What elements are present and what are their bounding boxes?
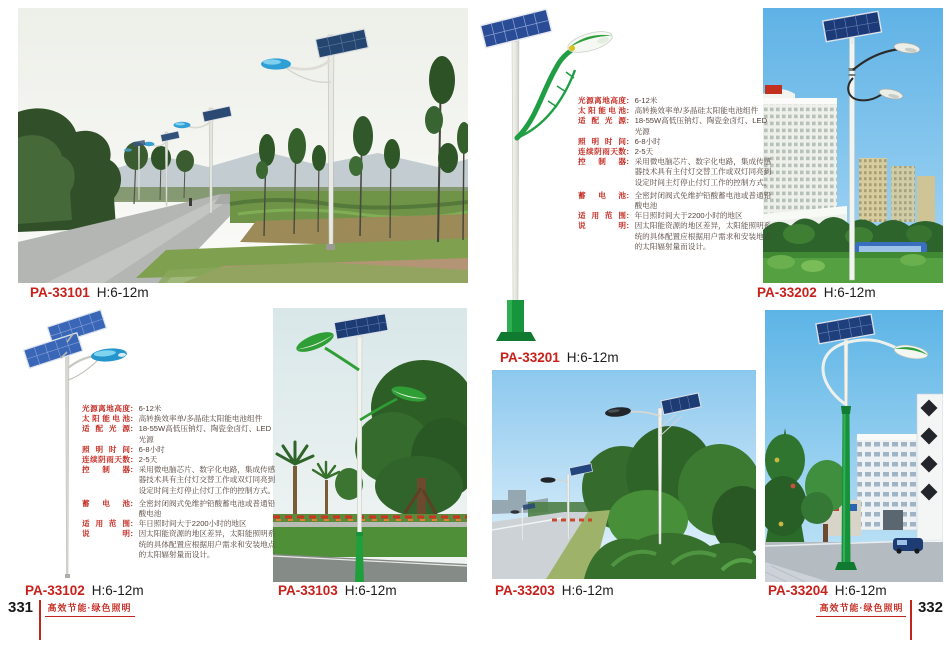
product-label-pa33204 — [768, 583, 887, 598]
street-scene-illustration — [765, 310, 943, 582]
spec-separator: ： — [130, 404, 138, 413]
spec-separator: ： — [130, 519, 138, 529]
pole-base — [496, 300, 536, 341]
pole-base — [326, 244, 335, 250]
page-number-right: 332 — [917, 599, 943, 616]
spec-label: 蓄电池 — [578, 190, 626, 200]
spec-row — [82, 414, 278, 424]
spec-value: 年日照时间大于2200小时的地区 — [634, 211, 743, 221]
spec-label: 照明时间 — [578, 136, 626, 146]
spec-value: 2-5天 — [634, 147, 654, 157]
pole — [328, 35, 334, 246]
spec-separator: ： — [626, 147, 634, 157]
spec-row — [82, 465, 278, 496]
spec-row — [578, 106, 774, 116]
lamp-arm — [517, 45, 583, 138]
spec-separator: ： — [130, 444, 138, 454]
spec-separator: ： — [130, 424, 138, 434]
product-label-pa33101 — [30, 285, 149, 300]
spec-value: 全密封闭阀式免维护铅酸蓄电池或普通铅酸电池 — [634, 190, 772, 211]
product-height: H:6-12m — [344, 583, 397, 598]
lamp-head — [566, 27, 615, 56]
product-code: PA-33201 — [500, 350, 560, 365]
product-label-pa33103 — [278, 583, 397, 598]
footer-left — [8, 600, 135, 640]
spec-separator: ： — [626, 136, 634, 146]
spec-row — [82, 499, 278, 519]
product-height: H:6-12m — [834, 583, 887, 598]
bush — [801, 260, 825, 272]
spec-separator: ： — [626, 96, 634, 105]
spec-label: 太阳能电池 — [82, 414, 130, 424]
photo-pa33101 — [18, 8, 468, 283]
spec-row — [578, 221, 774, 252]
product-height: H:6-12m — [91, 583, 144, 598]
footer-slogan: 高效节能·绿色照明 — [816, 602, 906, 617]
lawn — [273, 527, 467, 557]
spec-separator: ： — [626, 211, 634, 221]
spec-label: 说明 — [578, 221, 626, 231]
spec-value: 6-12米 — [634, 96, 658, 105]
spec-value: 年日照时间大于2200小时的地区 — [138, 519, 247, 529]
footer-divider — [39, 600, 41, 640]
spec-value: 2-5天 — [138, 455, 158, 465]
office-building — [857, 434, 925, 530]
spec-label: 连续阴雨天数 — [578, 147, 626, 157]
spec-value: 采用微电脑芯片、数字化电路，集成传感器技术具有主付灯交替工作或双灯同亮到设定时间主灯停止付灯工作的控制方式。 — [138, 465, 276, 495]
lamp-head — [91, 347, 128, 363]
product-label-pa33202 — [757, 285, 876, 300]
spec-value: 18-55W高低压钠灯、陶瓷金卤灯、LED光源 — [138, 424, 272, 444]
spec-value: 全密封闭阀式免维护铅酸蓄电池或普通铅酸电池 — [138, 498, 276, 519]
product-label-pa33102 — [25, 583, 144, 598]
spec-separator: ： — [626, 106, 634, 116]
photo-pa33103 — [273, 308, 467, 582]
spec-label: 蓄电池 — [82, 498, 130, 508]
footer-right — [816, 600, 943, 640]
pole — [66, 352, 70, 576]
pole-collar — [841, 406, 851, 414]
product-code: PA-33204 — [768, 583, 828, 598]
spec-row — [82, 455, 278, 465]
spec-value: 6-8小时 — [634, 136, 661, 146]
product-height: H:6-12m — [823, 285, 876, 300]
spec-value: 因太阳能资源的地区差异，太阳能照明系统的具体配置应根据用户需求和安装地点的太阳辐射量而设计。 — [634, 221, 772, 251]
spec-value: 高转换效率单/多晶硅太阳能电池组件 — [634, 106, 759, 116]
spec-row — [82, 519, 278, 529]
product-code: PA-33103 — [278, 583, 338, 598]
city-scene-illustration — [763, 8, 943, 283]
product-code: PA-33202 — [757, 285, 817, 300]
spec-label: 光源离地高度 — [578, 96, 626, 105]
lamp-highlight — [263, 59, 281, 64]
spec-label: 太阳能电池 — [578, 106, 626, 116]
spec-label: 连续阴雨天数 — [82, 455, 130, 465]
pole — [512, 40, 519, 302]
spec-separator: ： — [626, 190, 634, 200]
pole-green-base — [355, 536, 364, 582]
product-label-pa33201 — [500, 350, 619, 365]
spec-label: 照明时间 — [82, 444, 130, 454]
product-height: H:6-12m — [566, 350, 619, 365]
spec-value: 因太阳能资源的地区差异，太阳能照明系统的具体配置应根据用户需求和安装地点的太阳辐射量而设计。 — [138, 529, 276, 559]
photo-pa33203 — [492, 370, 756, 579]
spec-separator: ： — [626, 116, 634, 126]
spec-row — [578, 116, 774, 136]
product-code: PA-33101 — [30, 285, 90, 300]
spec-separator: ： — [130, 529, 138, 539]
spec-label: 说明 — [82, 529, 130, 539]
spec-label: 控制器 — [82, 465, 130, 475]
spec-separator: ： — [626, 157, 634, 167]
spec-separator: ： — [130, 455, 138, 465]
spec-separator: ： — [130, 414, 138, 424]
spec-label: 光源离地高度 — [82, 404, 130, 413]
spec-row — [82, 445, 278, 455]
page-number-left: 331 — [8, 599, 34, 616]
spec-separator: ： — [130, 498, 138, 508]
spec-label: 适配光源 — [578, 116, 626, 126]
spec-value: 18-55W高低压钠灯、陶瓷金卤灯、LED光源 — [634, 116, 768, 136]
footer-slogan: 高效节能·绿色照明 — [45, 602, 135, 617]
spec-value: 高转换效率单/多晶硅太阳能电池组件 — [138, 414, 263, 424]
spec-separator: ： — [130, 465, 138, 475]
spec-block-right — [578, 96, 774, 252]
pedestrian — [189, 198, 192, 206]
park-scene-illustration — [273, 308, 467, 582]
spec-value: 采用微电脑芯片、数字化电路，集成传感器技术具有主付灯交替工作或双灯同亮到设定时间主灯停止付灯工作的控制方式。 — [634, 157, 772, 187]
spec-row — [82, 404, 278, 414]
pole-green — [842, 414, 851, 562]
spec-label: 适配光源 — [82, 424, 130, 434]
spec-label: 适用范围 — [82, 519, 130, 529]
pole-upper — [844, 340, 848, 406]
photo-pa33202 — [763, 8, 943, 283]
flower-bed — [273, 514, 467, 529]
road-scene-illustration — [18, 8, 468, 283]
lamp-arm-brace — [68, 358, 100, 380]
spec-row — [578, 137, 774, 147]
spec-value: 6-12米 — [138, 404, 162, 413]
product-height: H:6-12m — [96, 285, 149, 300]
spec-label: 控制器 — [578, 157, 626, 167]
facade-building — [917, 394, 943, 544]
pole — [567, 474, 570, 540]
spec-row — [82, 529, 278, 560]
pole — [357, 336, 362, 534]
product-code: PA-33203 — [495, 583, 555, 598]
bush — [900, 254, 926, 266]
spec-row — [578, 147, 774, 157]
spec-value: 6-8小时 — [138, 444, 165, 454]
product-code: PA-33102 — [25, 583, 85, 598]
pole-ring — [356, 532, 363, 536]
product-height: H:6-12m — [561, 583, 614, 598]
spec-row — [578, 191, 774, 211]
pole-base — [65, 574, 70, 578]
spec-separator: ： — [626, 221, 634, 231]
spec-row — [82, 424, 278, 444]
spec-block-left — [82, 404, 278, 560]
spec-row — [578, 96, 774, 106]
roadside-scene-illustration — [492, 370, 756, 579]
spec-label: 适用范围 — [578, 211, 626, 221]
footer-divider — [910, 600, 912, 640]
product-label-pa33203 — [495, 583, 614, 598]
pole-base — [835, 562, 857, 570]
photo-pa33204 — [765, 310, 943, 582]
bush — [767, 255, 795, 269]
spec-row — [578, 211, 774, 221]
spec-row — [578, 157, 774, 188]
